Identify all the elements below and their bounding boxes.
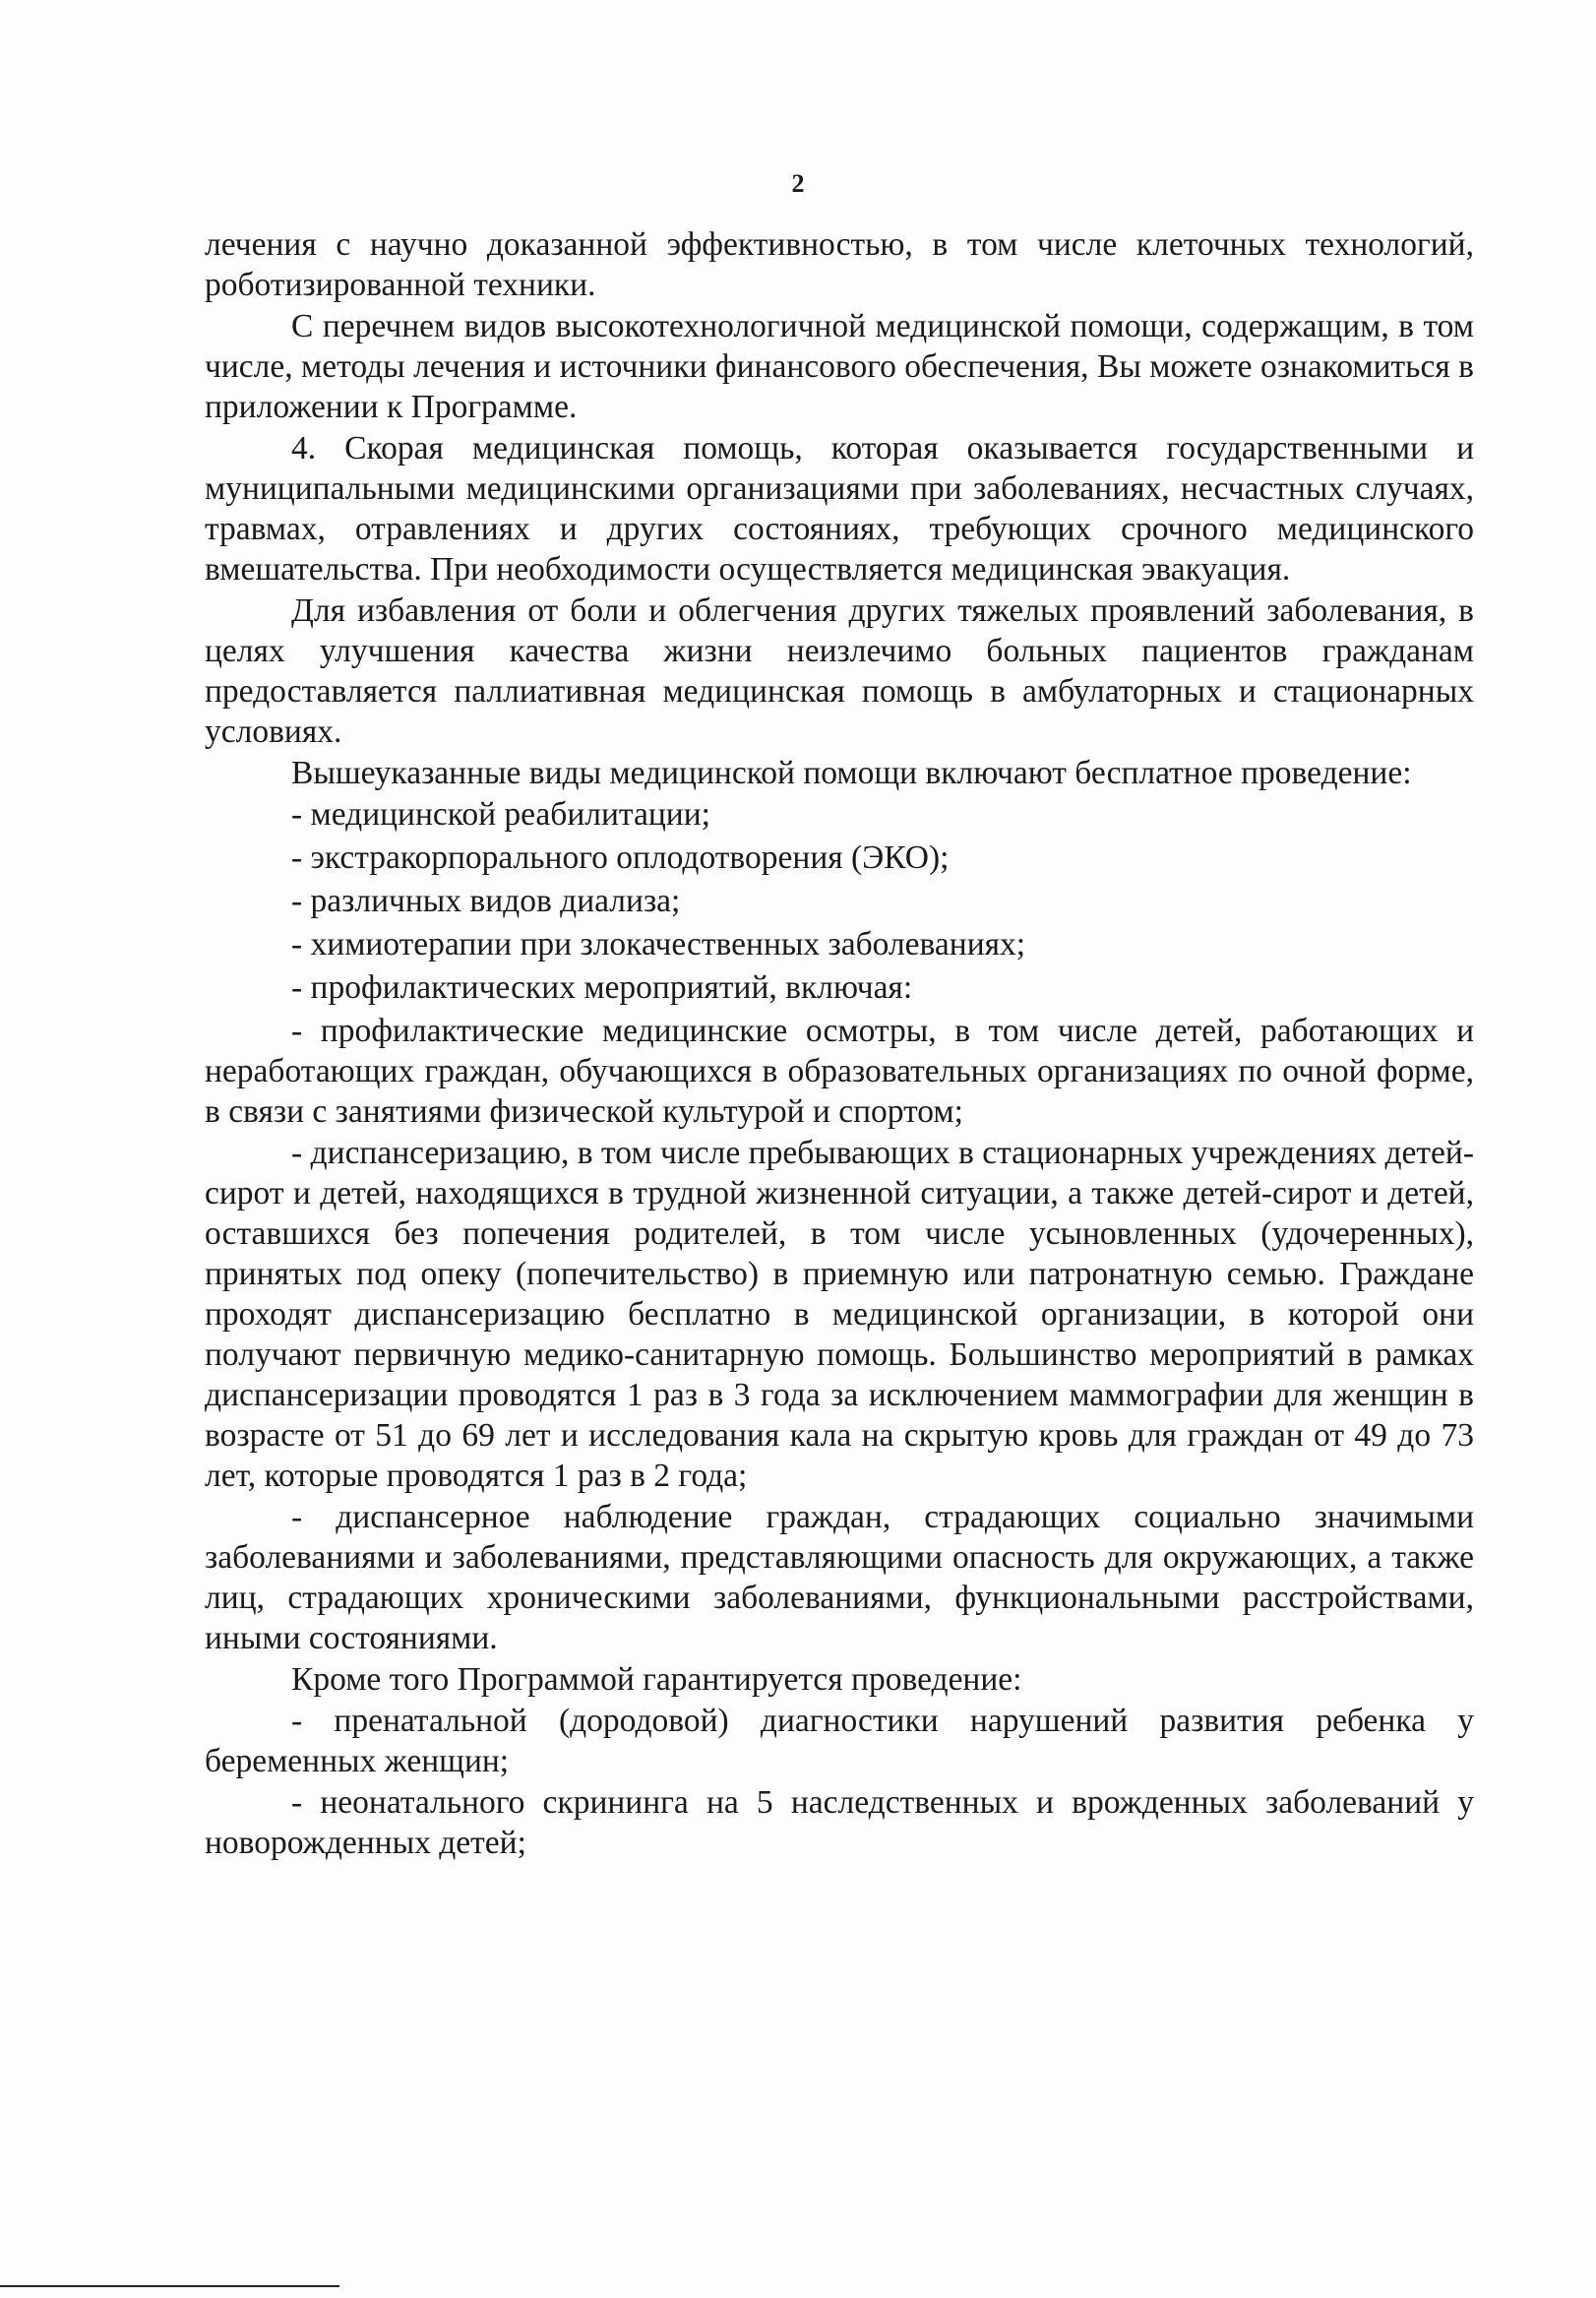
- paragraph-emergency-care: 4. Скорая медицинская помощь, которая оказывается государственными и муниципальными медицинскими организациями при заболеваниях, несчастных случаях, травмах, отравлениях и других состояниях, требующих срочного медицинского вмешательства. При необходимости осуществляется медицинская эвакуация.: [205, 430, 1474, 588]
- paragraph-treatment-technologies: лечения с научно доказанной эффективностью, в том числе клеточных технологий, роботизированной техники.: [205, 226, 1474, 303]
- footnote-rule: [0, 2285, 339, 2287]
- paragraph-neonatal-screening: - неонатального скрининга на 5 наследственных и врожденных заболеваний у новорожденных детей;: [205, 1784, 1474, 1861]
- list-item-prevention: - профилактических мероприятий, включая:: [291, 969, 913, 1006]
- paragraph-high-tech-care: С перечнем видов высокотехнологичной медицинской помощи, содержащим, в том числе, методы лечения и источники финансового обеспечения, Вы можете ознакомиться в приложении к Программе.: [205, 308, 1474, 425]
- page-number: 2: [791, 169, 805, 198]
- list-item-rehabilitation: - медицинской реабилитации;: [291, 796, 710, 833]
- paragraph-prenatal-diagnostics: - пренатальной (дородовой) диагностики нарушений развития ребенка у беременных женщин;: [205, 1703, 1474, 1779]
- paragraph-free-services-intro: Вышеуказанные виды медицинской помощи включают бесплатное проведение:: [291, 755, 1412, 791]
- document-body: [205, 224, 1474, 1864]
- paragraph-dispensarization: - диспансеризацию, в том числе пребывающих в стационарных учреждениях детей-сирот и детей, находящихся в трудной жизненной ситуации, а также детей-сирот и детей, оставшихся без попечения родителей, в том числе усыновленных (удочеренных), принятых под опеку (попечительство) в приемную или патронатную семью. Граждане проходят диспансеризацию бесплатно в медицинской организации, в которой они получают первичную медико-санитарную помощь. Большинство мероприятий в рамках диспансеризации проводятся 1 раз в 3 года за исключением маммографии для женщин в возрасте от 51 до 69 лет и исследования кала на скрытую кровь для граждан от 49 до 73 лет, которые проводятся 1 раз в 2 года;: [205, 1135, 1474, 1494]
- paragraph-palliative-care: Для избавления от боли и облегчения других тяжелых проявлений заболевания, в целях улучшения качества жизни неизлечимо больных пациентов гражданам предоставляется паллиативная медицинская помощь в амбулаторных и стационарных условиях.: [205, 592, 1474, 750]
- paragraph-preventive-exams: - профилактические медицинские осмотры, в том числе детей, работающих и неработающих граждан, обучающихся в образовательных организациях по очной форме, в связи с занятиями физической культурой и спортом;: [205, 1013, 1474, 1130]
- list-item-ivf: - экстракорпорального оплодотворения (ЭКО);: [291, 839, 950, 876]
- list-item-dialysis: - различных видов диализа;: [291, 883, 681, 919]
- paragraph-additional-guarantees: Кроме того Программой гарантируется проведение:: [291, 1661, 1022, 1698]
- list-item-chemotherapy: - химиотерапии при злокачественных заболеваниях;: [291, 926, 1026, 963]
- paragraph-dispensary-observation: - диспансерное наблюдение граждан, страдающих социально значимыми заболеваниями и заболеваниями, представляющими опасность для окружающих, а также лиц, страдающих хроническими заболеваниями, функциональными расстройствами, иными состояниями.: [205, 1499, 1474, 1656]
